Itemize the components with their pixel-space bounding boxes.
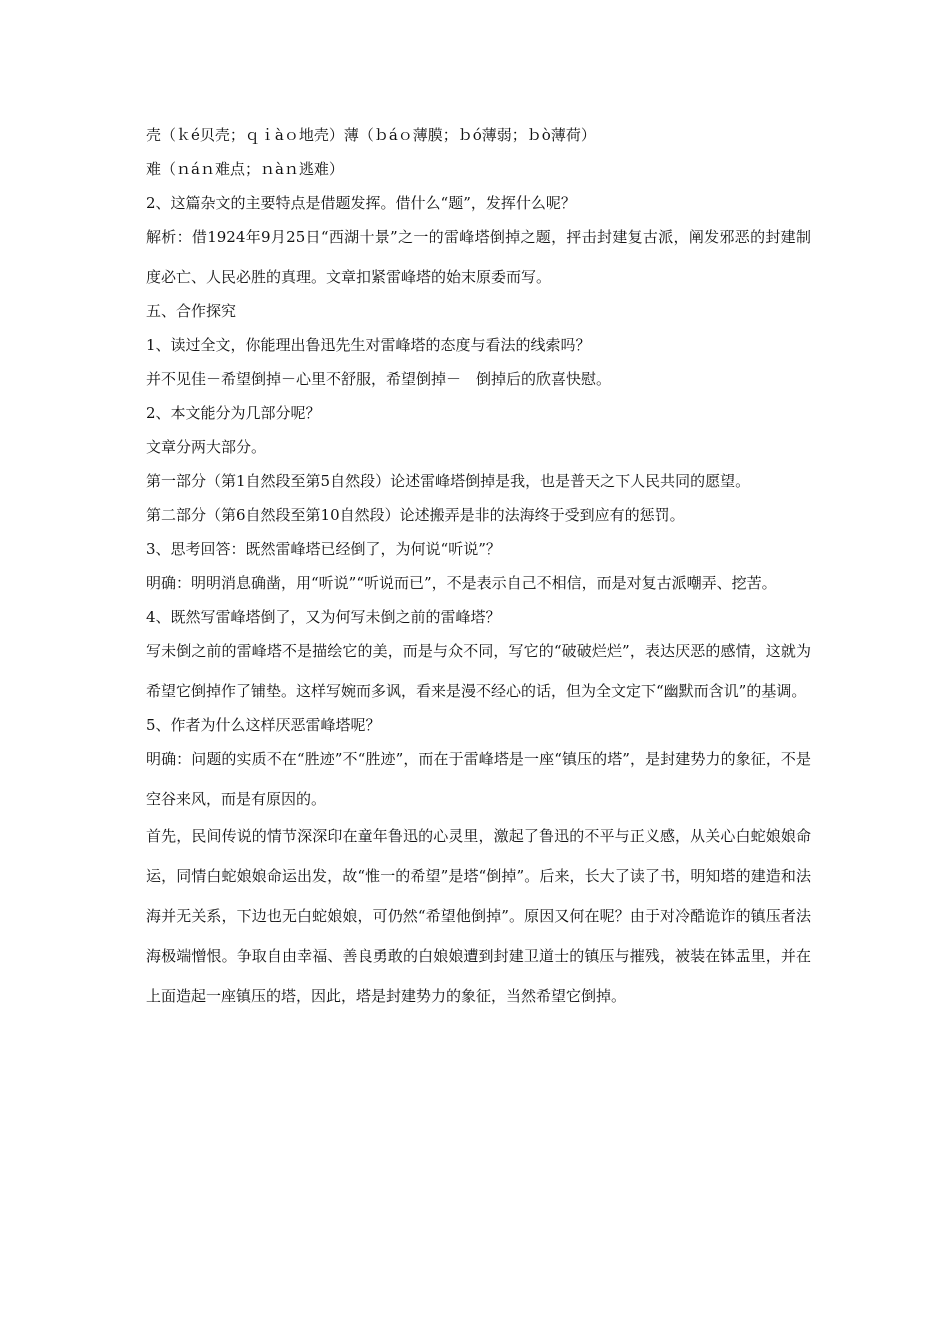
analysis-paragraph: 解析：借1924年9月25日“西湖十景”之一的雷峰塔倒掉之题，抨击封建复古派，阐发邪恶的封建制度必亡、人民必胜的真理。文章扣紧雷峰塔的始末原委而写。 [146,228,811,286]
inquiry-question-2: 2、本文能分为几部分呢？ [146,404,321,422]
inquiry-question-1: 1、读过全文，你能理出鲁迅先生对雷峰塔的态度与看法的线索吗？ [146,336,591,354]
inquiry-answer-3: 明确：明明消息确凿，用“听说”“听说而已”，不是表示自己不相信，而是对复古派嘲弄、挖苦。 [146,574,777,592]
question-2-title: 2、这篇杂文的主要特点是借题发挥。借什么“题”，发挥什么呢？ [146,194,576,212]
inquiry-question-5: 5、作者为什么这样厌恶雷峰塔呢？ [146,716,381,734]
document-body [146,118,811,1013]
inquiry-question-3: 3、思考回答：既然雷峰塔已经倒了，为何说“听说”？ [146,540,501,558]
inquiry-question-4: 4、既然写雷峰塔倒了，又为何写未倒之前的雷峰塔？ [146,608,501,626]
section-heading-cooperative-inquiry: 五、合作探究 [146,302,237,320]
inquiry-answer-2-part-2: 第二部分（第6自然段至第10自然段）论述搬弄是非的法海终于受到应有的惩罚。 [146,506,685,524]
inquiry-answer-4: 写未倒之前的雷峰塔不是描绘它的美，而是与众不同，写它的“破破烂烂”，表达厌恶的感情，这就为希望它倒掉作了铺垫。这样写婉而多讽，看来是漫不经心的话，但为全文定下“幽默而含讥”的基调。 [146,642,811,700]
inquiry-answer-2-part-1: 第一部分（第1自然段至第5自然段）论述雷峰塔倒掉是我，也是普天之下人民共同的愿望。 [146,472,751,490]
inquiry-answer-1: 并不见佳－希望倒掉－心里不舒服，希望倒掉－ 倒掉后的欣喜快慰。 [146,370,612,388]
pronunciation-line-ke-bao: 壳（ｋé贝壳；ｑｉàｏ地壳）薄（ｂáｏ薄膜；ｂó薄弱；ｂò薄荷） [146,126,596,144]
inquiry-answer-5-detail: 首先，民间传说的情节深深印在童年鲁迅的心灵里，激起了鲁迅的不平与正义感，从关心白蛇娘娘命运，同情白蛇娘娘命运出发，故“惟一的希望”是塔“倒掉”。后来，长大了读了书，明知塔的建造和法海并无关系，下边也无白蛇娘娘，可仍然“希望他倒掉”。原因又何在呢？由于对冷酷诡诈的镇压者法海极端憎恨。争取自由幸福、善良勇敢的白娘娘遭到封建卫道士的镇压与摧残，被装在钵盂里，并在上面造起一座镇压的塔，因此，塔是封建势力的象征，当然希望它倒掉。 [146,827,811,1005]
inquiry-answer-2-intro: 文章分两大部分。 [146,438,267,456]
inquiry-answer-5: 明确：问题的实质不在“胜迹”不“胜迹”，而在于雷峰塔是一座“镇压的塔”，是封建势力的象征，不是空谷来风，而是有原因的。 [146,750,811,808]
pronunciation-line-nan: 难（ｎáｎ难点；ｎàｎ逃难） [146,160,344,178]
